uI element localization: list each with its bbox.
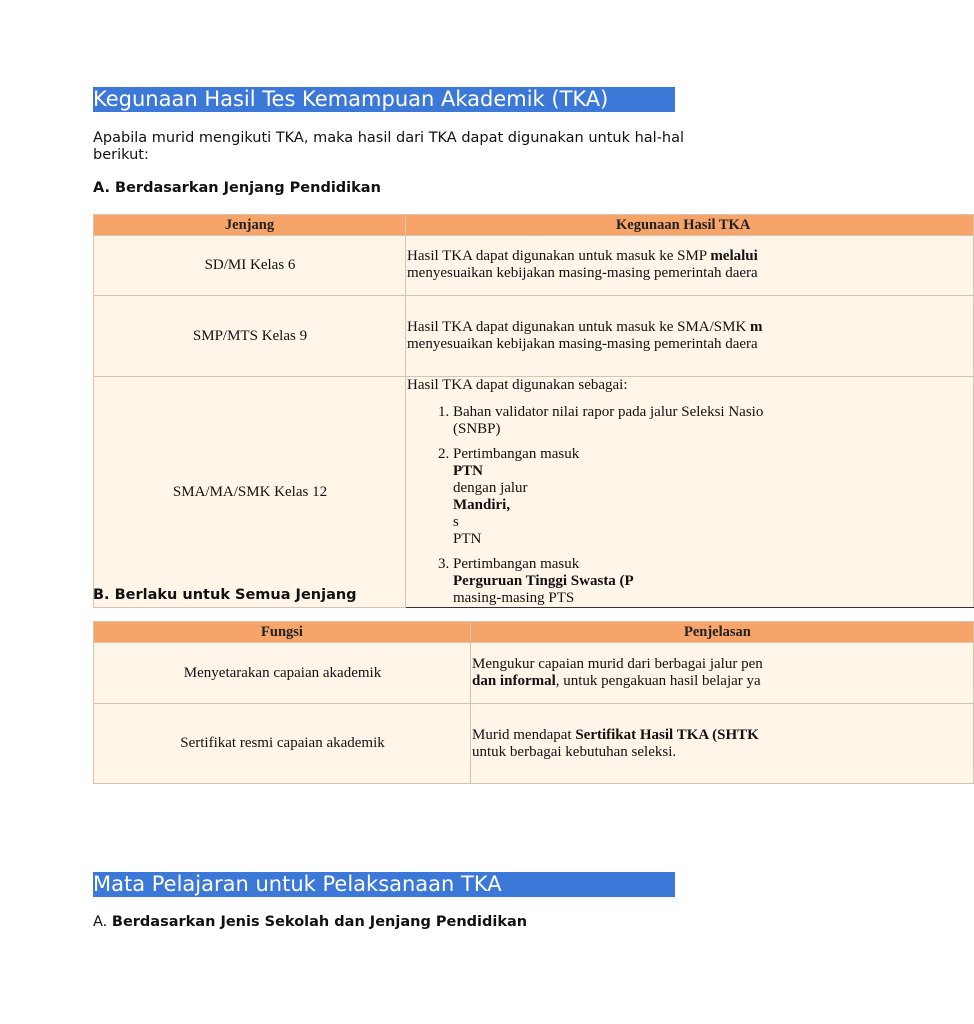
list-item-bold: PTN xyxy=(453,463,483,479)
cell-text: , untuk pengakuan hasil belajar ya xyxy=(555,673,761,689)
column-header-jenjang: Jenjang xyxy=(94,215,406,236)
subheading-jenis-sekolah xyxy=(93,914,527,930)
section-heading-mata-pelajaran: Mata Pelajaran untuk Pelaksanaan TKA xyxy=(93,872,675,897)
cell-text: menyesuaikan kebijakan masing-masing pemerintah daera xyxy=(407,265,758,281)
list-item xyxy=(453,446,973,548)
subheading-text: Berdasarkan Jenis Sekolah dan Jenjang Pendidikan xyxy=(111,914,528,930)
column-header-fungsi: Fungsi xyxy=(94,622,471,643)
cell-penjelasan xyxy=(471,704,974,784)
cell-text: untuk berbagai kebutuhan seleksi. xyxy=(472,743,677,760)
section-heading-kegunaan: Kegunaan Hasil Tes Kemampuan Akademik (TKA) xyxy=(93,87,675,112)
list-item-bold: Perguruan Tinggi Swasta (P xyxy=(453,573,634,589)
subheading-prefix: A. xyxy=(93,914,112,930)
cell-kegunaan xyxy=(406,236,974,296)
cell-text: Murid mendapat xyxy=(472,726,576,743)
list-item xyxy=(453,404,973,438)
kegunaan-list xyxy=(407,404,973,607)
cell-text-bold: dan informal xyxy=(472,673,556,689)
cell-text: Hasil TKA dapat digunakan untuk masuk ke SMA/SMK xyxy=(407,319,751,335)
cell-text: Mengukur capaian murid dari berbagai jalur pen xyxy=(472,656,763,672)
table-row xyxy=(94,377,974,608)
intro-paragraph: Apabila murid mengikuti TKA, maka hasil dari TKA dapat digunakan untuk hal-hal berikut: xyxy=(93,130,685,163)
cell-penjelasan xyxy=(471,643,974,704)
list-item-text: 2. Pertimbangan masuk xyxy=(453,446,580,462)
subheading-semua-jenjang: B. Berlaku untuk Semua Jenjang xyxy=(93,587,357,603)
column-header-kegunaan: Kegunaan Hasil TKA xyxy=(406,215,974,236)
cell-text: menyesuaikan kebijakan masing-masing pemerintah daera xyxy=(407,336,758,352)
table-row xyxy=(94,296,974,377)
list-item-text: s xyxy=(453,514,459,530)
cell-fungsi: Sertifikat resmi capaian akademik xyxy=(94,704,471,784)
cell-text-bold: melalui xyxy=(710,248,758,264)
list-item-text: (SNBP) xyxy=(453,421,501,437)
table-row xyxy=(94,643,974,704)
cell-text-bold: m xyxy=(750,319,763,335)
table-row xyxy=(94,236,974,296)
column-header-penjelasan: Penjelasan xyxy=(471,622,974,643)
table-row xyxy=(94,704,974,784)
list-item-text: masing-masing PTS xyxy=(453,590,575,606)
cell-jenjang: SMP/MTS Kelas 9 xyxy=(94,296,406,377)
cell-text: Hasil TKA dapat digunakan untuk masuk ke SMP xyxy=(407,248,711,264)
list-item xyxy=(453,556,973,607)
cell-jenjang: SD/MI Kelas 6 xyxy=(94,236,406,296)
cell-lead: Hasil TKA dapat digunakan sebagai: xyxy=(407,377,628,393)
cell-jenjang: SMA/MA/SMK Kelas 12 xyxy=(94,377,406,608)
cell-fungsi: Menyetarakan capaian akademik xyxy=(94,643,471,704)
cell-text-bold: Sertifikat Hasil TKA (SHTK xyxy=(575,726,759,743)
list-item-text: 3. Pertimbangan masuk xyxy=(453,556,580,572)
list-item-text: dengan jalur xyxy=(453,480,528,496)
cell-kegunaan xyxy=(406,377,974,608)
table-fungsi xyxy=(93,621,768,785)
list-item-text: PTN xyxy=(453,531,482,547)
list-item-bold: Mandiri, xyxy=(453,497,511,513)
cell-kegunaan xyxy=(406,296,974,377)
list-item-text: 1. Bahan validator nilai rapor pada jalur Seleksi Nasio xyxy=(453,404,764,420)
subheading-jenjang: A. Berdasarkan Jenjang Pendidikan xyxy=(93,180,381,196)
